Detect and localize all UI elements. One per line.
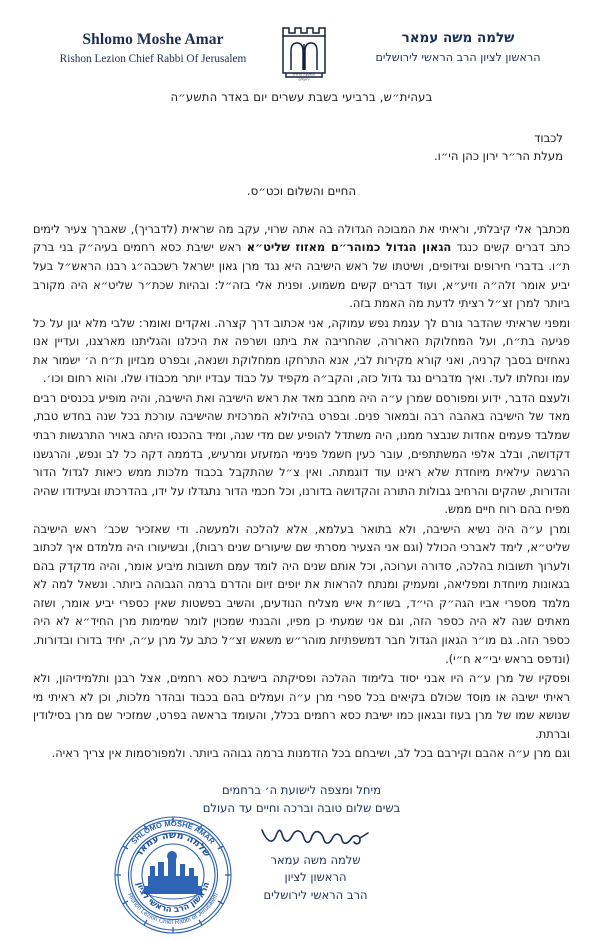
svg-text:הראשון הרב הראשי לציון: הראשון הרב הראשי לציון bbox=[133, 880, 213, 915]
signature-block bbox=[0, 818, 603, 927]
body-paragraph-3: ולעצם הדבר, ידוע ומפורסם שמרן ע״ה היה מחבב מאד את ראש הישיבה ואת הישיבה, והיה מופיע בכנסים רבים מאד של הישיבה באהבה רבה ובמאור פנים. ובפרט בהילולא המרכזית שהישיבה עורכת בכל שנה בחדש טבת, שמלבד פעמים אחדות שנבצר ממנו, היה משתדל להופיע שם מדי שנה, ומיד בהכנסו היתה באויר התרגשות רבתי דקדושה, ובלב אלפי המשתתפים, עובר כעין חשמל פנימי המזעזע ומרעיש, בדממה דקה כל לב ונפש, והרגשנו הרגשה עילאית מיוחדת שלא ראינו עוד דוגמתה. ואין צ״ל שהתקבל בכבוד מלכות ממש כיאות לגדול הדור והדורות, שהקים והרחיב גבולות התורה והקדושה בדורנו, וכל חכמי הדור נתגדלו על ידו, בהדרכתו ובעידודו שהיה מפיח בהם רוח חיים ממש. bbox=[33, 390, 570, 517]
letterhead-english-title: Rishon Lezion Chief Rabbi Of Jerusalem bbox=[59, 53, 247, 66]
signature-title-2: הרב הראשי לירושלים bbox=[263, 887, 368, 902]
svg-text:ירושלים: ירושלים bbox=[298, 77, 309, 82]
closing-line-2: בשים שלום טובה וברכה וחיים עד העולם bbox=[202, 801, 401, 816]
dateline: בעהית״ש, ברביעי בשבת עשרים יום באדר התשע״ה bbox=[170, 90, 433, 104]
letterhead-hebrew bbox=[343, 30, 573, 65]
body-paragraph-1 bbox=[33, 220, 570, 313]
letterhead-english bbox=[28, 30, 278, 66]
body-paragraph-6: וגם מרן ע״ה אהבם וקירבם בכל לב, ושיבחם בכל הזדמנות ברמה גבוהה ביותר. ולמפורסמות אין צריך ראיה. bbox=[51, 746, 570, 761]
svg-text:שלמה משה עמאר: שלמה משה עמאר bbox=[133, 829, 213, 859]
p1-part-a: מכתבך אלי קיבלתי, וראיתי את המבוכה הגדולה בה אתה שרוי, עקב מה שראית (לדבריך), שאברך צעיר לימים כתב דברים קשים כנגד bbox=[33, 221, 571, 255]
body-paragraph-4: ומרן ע״ה היה נשיא הישיבה, ולא בתואר בעלמא, אלא להלכה ולמעשה. ודי שאזכיר שכב׳ ראש הישיבה שליט״א, לימד לאברכי הכולל (וגם אני הצעיר מסרתי שם שיעורים שנים רבות), ובשיעורו היה מלמדם איך לכתוב ולערוך תשובות בהלכה, סדורה וערוכה, וכל אותם שנים היה לומד עמם תשובות מיביע אומר, והיה מדקדק בהם בגאונות מיוחדת ומפליאה, ומעמיק ומנתח להראות את יופים זיום והדרם ברמה הגבוהה ביותר. ונשאל למה לא מלמד מספרי אביו הגה״ק הי״ד, בשו״ת איש מצליח הנודעים, והשיב בפשטות שאין כספרי יביע אומר, ושזה מאתים שנה לא היה כספר הזה, וגם אני שמעתי כן מפיו, והבנתי שמכוין לומר שמימות מרן החיד״א לא היה כספר הזה. גם מו״ר הגאון הגדול חבר דמשפתיזת מוהר״ש משאש זצ״ל כתב על מרן ע״ה, יחיד בדורו ובדורות. (ונדפס בראש יבי״א ח״י). bbox=[33, 521, 570, 666]
closing-block bbox=[0, 781, 603, 818]
signature-title-1: הראשון לציון bbox=[284, 870, 347, 885]
svg-text:Rishon Lezion Chief Rabbi of J: Rishon Lezion Chief Rabbi of Jerusalem bbox=[126, 891, 220, 926]
svg-text:המועצה הדתית: המועצה הדתית bbox=[292, 72, 315, 77]
letterhead-english-name: Shlomo Moshe Amar bbox=[82, 31, 224, 48]
body-paragraph-5: ופסקיו של מרן ע״ה היו אבני יסוד בלימוד ההלכה ופסיקתה בישיבת כסא רחמים, אצל רבנן ותלמידיהון, ולא ראיתי ישיבה או מוסד שכולם בקיאים בכל ספרי מרן ע״ה ועמלים בהם בכבוד ובהדר מלכות, וכן לא ראיתי מי שנושא שמו של מרן בעוז ובגאון כמו ישיבת כסא רחמים בכלל, והעומד בראשה בפרט, שמזכיר שם מרן בסילודין וברתת. bbox=[33, 671, 570, 741]
greeting-line: החיים והשלום וכט״ס. bbox=[246, 183, 357, 198]
body-paragraph-2: ומפני שראיתי שהדבר גורם לך עגמת נפש עמוקה, אני אכתוב דרך קצרה. ואקדים ואומר: שלבי מלא יגון על כל פגיעה בת״ח, ועל המחלוקת הארורה, שהחריבה את ביתנו ושרפה את היכלנו והגליתנו מארצנו, ועדיין אנו נאחזים בסבך קרניה, ואני קורא מקירות לבי, אנא התרחקו ממחלוקת ושנאה, ובפרט מבזיון ת״ח ה׳ ישמור את עמו ונחלתו לעד. ואיך מדברים נגד גדול כזה, והקב״ה מקפיד על כבוד עבדיו יותר מכבודו שלו. והוא רחום וכו׳. bbox=[33, 315, 570, 386]
p1-part-c: ראש ישיבת כסא רחמים בעיה״ק בני ברק ת״ו. בדברי חירופים וגידופים, ושיטתו של ראש הישיבה היא נגד מרן גאון ישראל רשכבה״ג רבנו הראש״ל בעל יביע אומר זלה״ה וזיע״א, ועוד דברים קשים משמוע. ופנית אלי בזה״ל: ובהיות שכת״ר שליט״א היה מקורב ביותר למרן זצ״ל רציתי לדעת מה האמת בזה. bbox=[33, 240, 570, 311]
svg-text:SHLOMO MOSHE AMAR: SHLOMO MOSHE AMAR bbox=[129, 818, 217, 846]
closing-line-1: מיחל ומצפה לישועת ה׳ ברחמים bbox=[222, 782, 381, 797]
p1-emphasis: הגאון הגדול כמוהר״ם מאזוז שליט״א bbox=[246, 240, 452, 255]
addressee-name: מעלת הר״ר ירון כהן הי״ו. bbox=[433, 148, 563, 163]
handwritten-signature bbox=[256, 824, 376, 852]
signature-names bbox=[264, 852, 368, 904]
letterhead-hebrew-title: הראשון לציון הרב הראשי לירושלים bbox=[375, 50, 541, 64]
addressee-honorific: לכבוד bbox=[534, 131, 563, 145]
official-rabbinical-seal bbox=[112, 814, 234, 936]
letter-body bbox=[33, 220, 570, 763]
letterhead bbox=[0, 0, 603, 82]
letterhead-hebrew-name: שלמה משה עמאר bbox=[401, 30, 515, 46]
signature-name: שלמה משה עמאר bbox=[270, 852, 361, 867]
addressee-block bbox=[40, 130, 563, 166]
chief-rabbinate-jerusalem-emblem bbox=[269, 24, 335, 86]
